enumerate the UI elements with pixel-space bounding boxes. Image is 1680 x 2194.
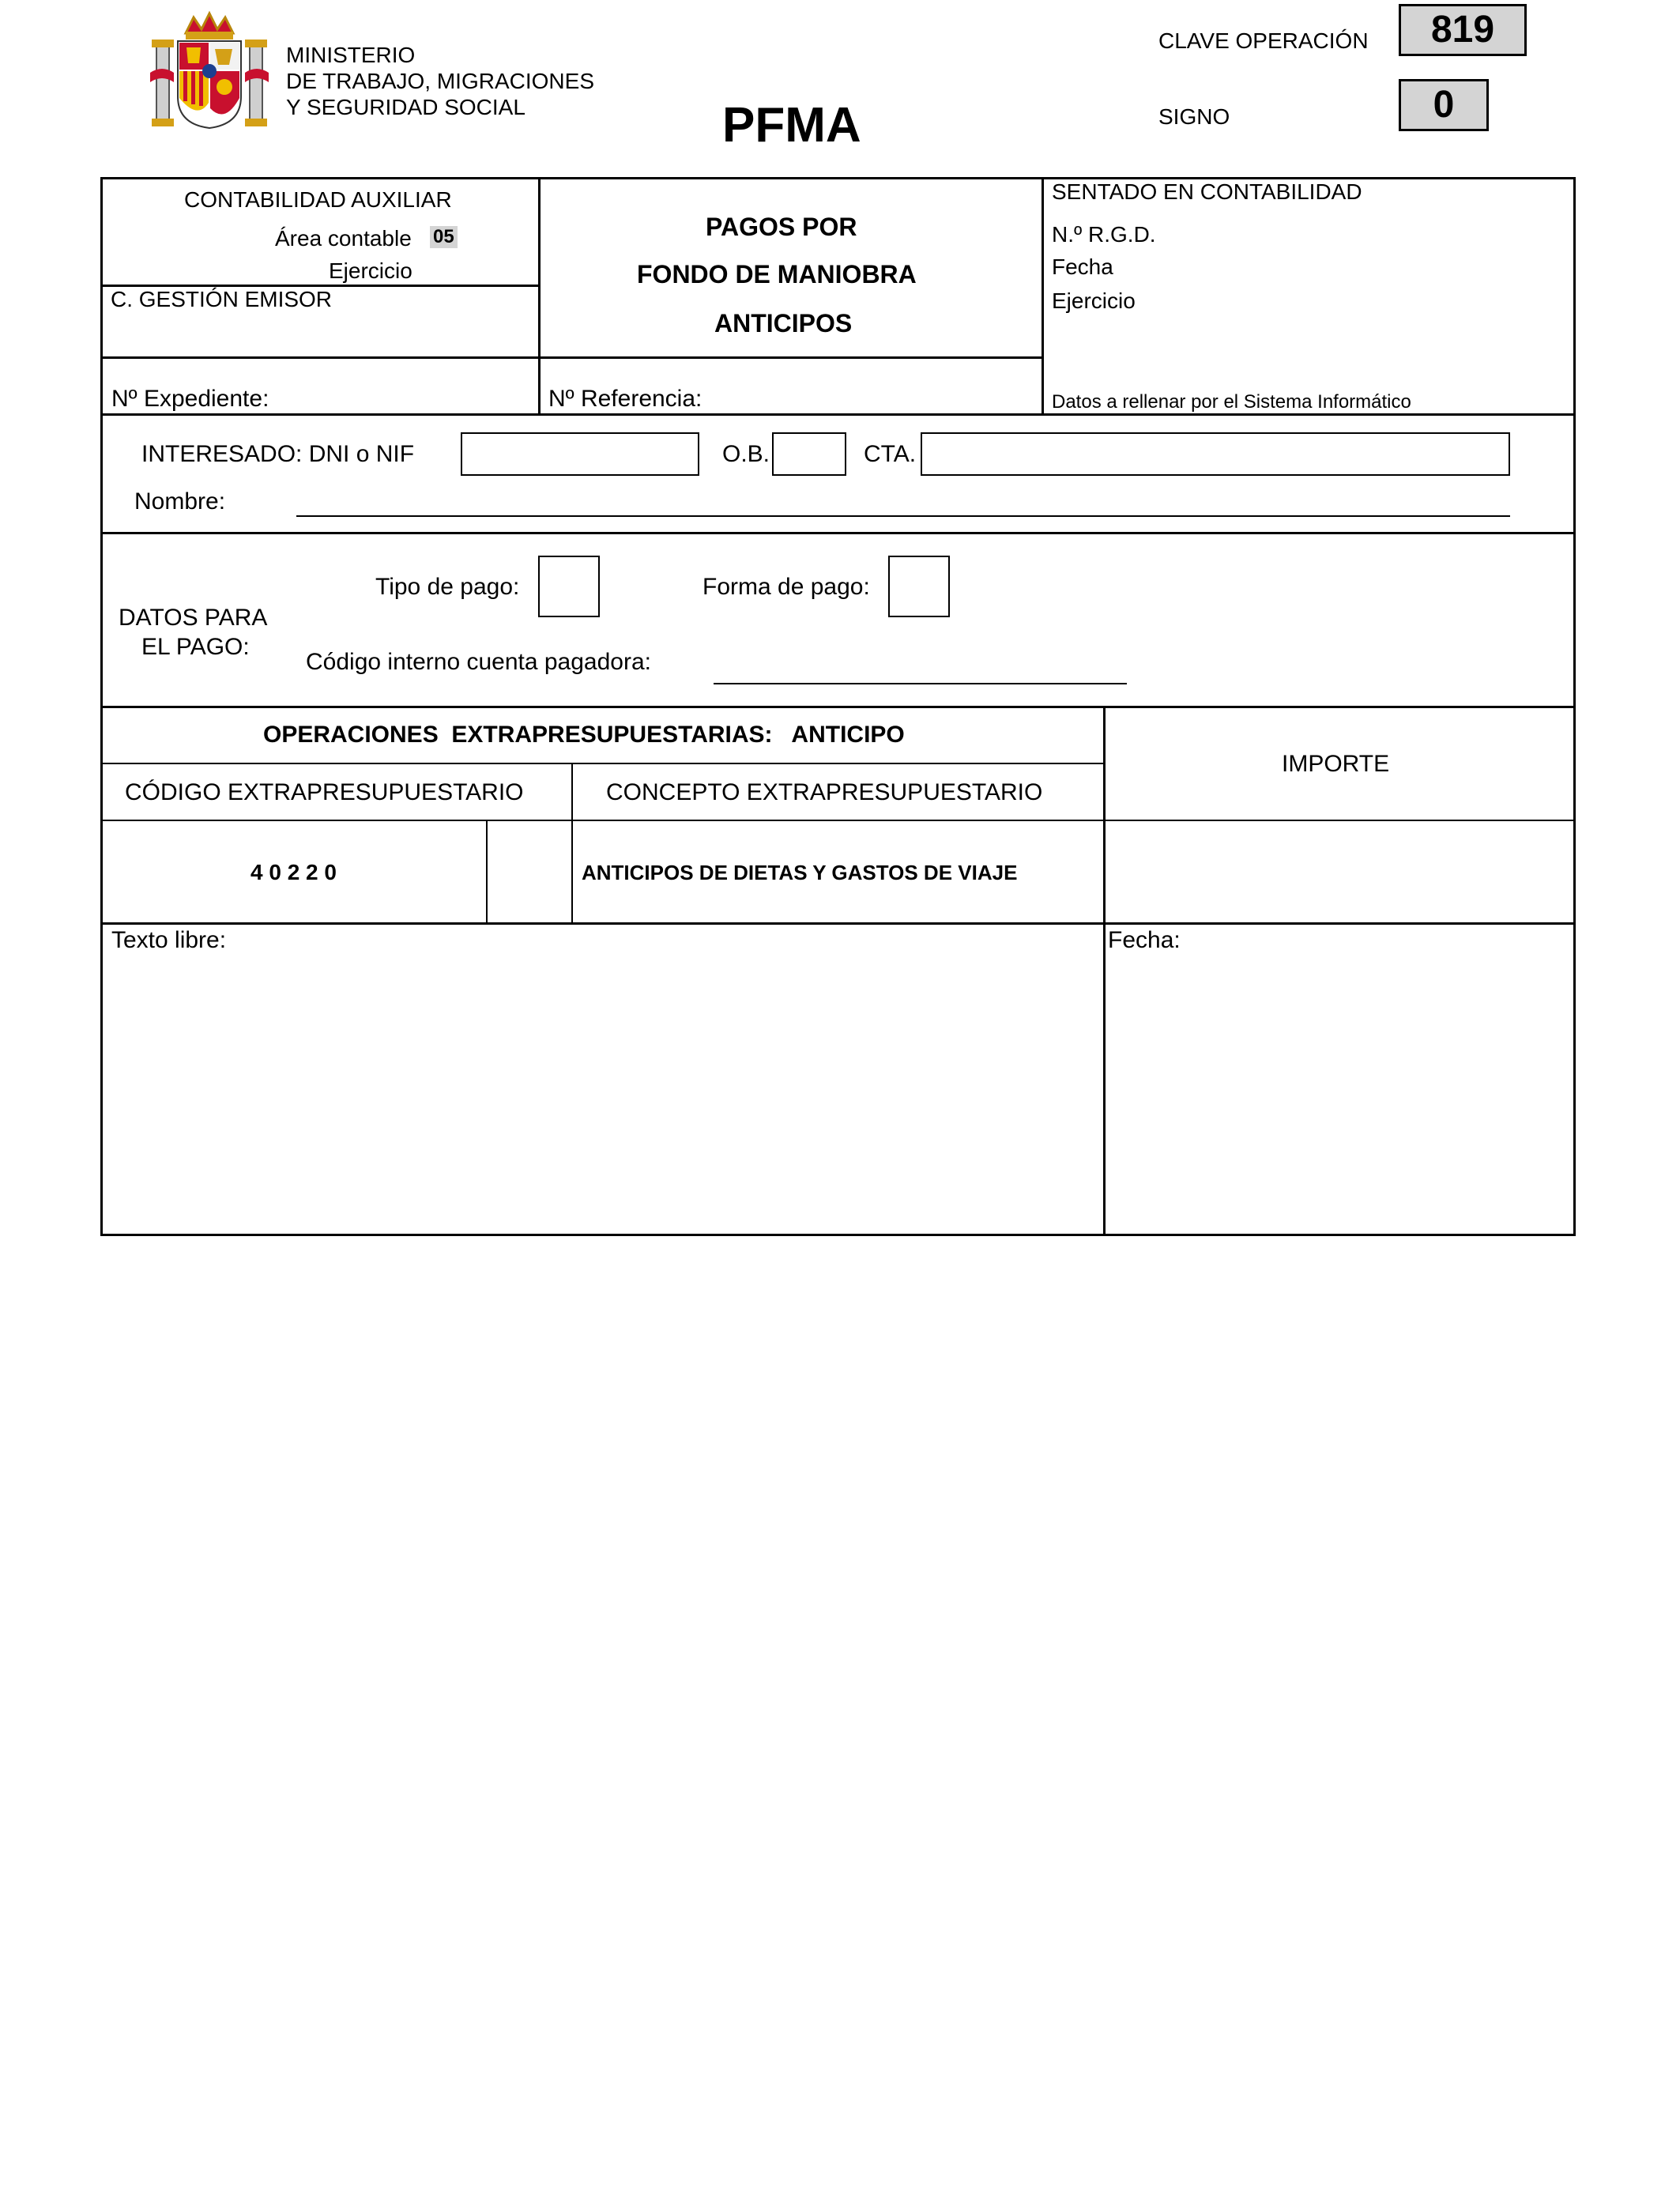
col-concepto-header: CONCEPTO EXTRAPRESUPUESTARIO [606, 779, 1043, 805]
codigo-cuenta-label: Código interno cuenta pagadora: [306, 649, 651, 675]
table-row-concepto: ANTICIPOS DE DIETAS Y GASTOS DE VIAJE [582, 861, 1018, 884]
contabilidad-title: CONTABILIDAD AUXILIAR [184, 187, 452, 212]
signo-label: SIGNO [1158, 104, 1230, 129]
ejercicio-label: Ejercicio [329, 258, 412, 283]
forma-pago-input[interactable] [888, 556, 950, 617]
col-codigo-header: CÓDIGO EXTRAPRESUPUESTARIO [125, 779, 524, 805]
importe-divider [1103, 706, 1106, 1236]
operaciones-title: OPERACIONES EXTRAPRESUPUESTARIAS: ANTICIPO [263, 722, 905, 748]
ejercicio-contab-label: Ejercicio [1052, 288, 1136, 313]
gestion-emisor-label: C. GESTIÓN EMISOR [111, 287, 333, 311]
area-contable-value: 05 [430, 226, 458, 248]
op-col-divider-header [571, 763, 573, 924]
op-header-bottom [100, 820, 1576, 821]
form-title-line-1: PAGOS POR [706, 213, 857, 241]
fecha-footer-label: Fecha: [1108, 927, 1181, 953]
texto-libre-area[interactable] [105, 958, 1099, 1231]
nombre-label: Nombre: [134, 488, 226, 515]
cta-label: CTA. [864, 441, 917, 467]
table-row-importe[interactable] [1108, 824, 1573, 920]
nombre-input-line[interactable] [296, 515, 1510, 517]
fecha-footer-area[interactable] [1108, 958, 1573, 1231]
dni-nif-input[interactable] [461, 432, 699, 476]
forma-pago-label: Forma de pago: [703, 574, 870, 600]
area-contable-label: Área contable [275, 226, 412, 251]
form-title-line-3: ANTICIPOS [714, 309, 853, 337]
ob-label: O.B. [722, 441, 770, 467]
pago-section-label-1: DATOS PARA [119, 605, 268, 631]
ministry-line-2: DE TRABAJO, MIGRACIONES [286, 69, 594, 93]
expediente-label: Nº Expediente: [111, 386, 269, 412]
top-divider-left [538, 177, 541, 416]
ministry-line-1: MINISTERIO [286, 43, 416, 67]
tipo-pago-input[interactable] [538, 556, 600, 617]
coat-of-arms-logo [150, 9, 269, 132]
pago-section-label-2: EL PAGO: [141, 634, 250, 660]
cta-input[interactable] [921, 432, 1510, 476]
title-bottom-line [100, 356, 1044, 359]
interesado-bottom [100, 532, 1576, 534]
referencia-label: Nº Referencia: [548, 386, 703, 412]
fecha-contab-label: Fecha [1052, 254, 1113, 279]
sistema-note: Datos a rellenar por el Sistema Informático [1052, 391, 1411, 413]
op-title-bottom [100, 763, 1106, 764]
top-block-bottom [100, 413, 1576, 416]
sentado-title: SENTADO EN CONTABILIDAD [1052, 179, 1362, 204]
op-col-divider-code [486, 820, 488, 924]
table-row-codigo: 4 0 2 2 0 [250, 860, 337, 884]
ministry-line-3: Y SEGURIDAD SOCIAL [286, 95, 525, 119]
clave-operacion-value: 819 [1399, 4, 1527, 56]
signo-value: 0 [1399, 79, 1489, 131]
texto-libre-label: Texto libre: [111, 927, 227, 953]
pago-bottom [100, 706, 1576, 708]
interesado-dni-label: INTERESADO: DNI o NIF [141, 441, 415, 467]
ob-input[interactable] [772, 432, 846, 476]
form-title-line-2: FONDO DE MANIOBRA [637, 260, 917, 288]
clave-operacion-label: CLAVE OPERACIÓN [1158, 28, 1369, 53]
op-rows-bottom [100, 922, 1576, 925]
top-divider-right [1042, 177, 1044, 416]
form-code-title: PFMA [722, 98, 861, 153]
tipo-pago-label: Tipo de pago: [375, 574, 520, 600]
codigo-cuenta-input-line[interactable] [714, 683, 1127, 684]
col-importe-header: IMPORTE [1282, 751, 1390, 777]
rgd-label: N.º R.G.D. [1052, 222, 1156, 247]
